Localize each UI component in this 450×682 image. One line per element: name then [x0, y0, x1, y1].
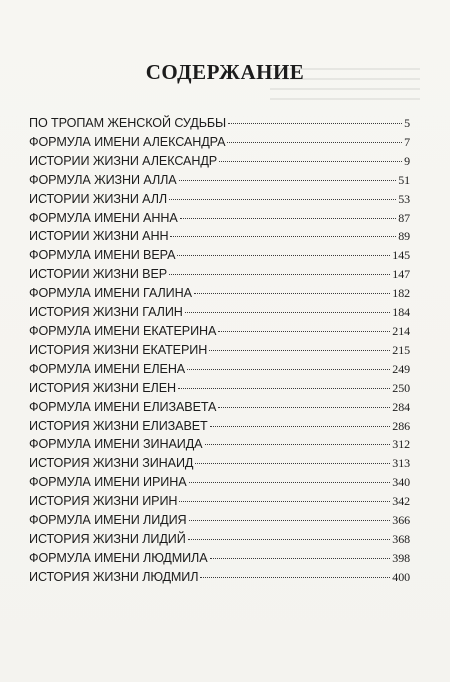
dot-leader [209, 350, 390, 351]
dot-leader [210, 558, 391, 559]
toc-entry [29, 286, 410, 305]
toc-entry [29, 248, 410, 267]
toc-entry-title: ФОРМУЛА ИМЕНИ ЕЛИЗАВЕТА [29, 399, 217, 414]
toc-entry [29, 135, 410, 154]
dot-leader [180, 218, 397, 219]
dot-leader [227, 142, 402, 143]
dot-leader [189, 482, 391, 483]
toc-entry-title: ИСТОРИЯ ЖИЗНИ ИРИН [29, 494, 178, 509]
dot-leader [228, 123, 402, 124]
toc-entry [29, 570, 410, 589]
toc-entry [29, 532, 410, 551]
toc-entry-page-number: 400 [392, 569, 410, 584]
toc-entry-title: ФОРМУЛА ИМЕНИ АЛЕКСАНДРА [29, 134, 226, 149]
dot-leader [194, 293, 390, 294]
toc-entry-page-number: 250 [392, 380, 410, 395]
toc-entry-title: ИСТОРИЯ ЖИЗНИ ЗИНАИД [29, 456, 194, 471]
toc-entry-title: ИСТОРИИ ЖИЗНИ ВЕР [29, 267, 168, 282]
toc-entry [29, 343, 410, 362]
toc-entry [29, 381, 410, 400]
toc-entry [29, 324, 410, 343]
toc-entry [29, 475, 410, 494]
toc-entry-page-number: 342 [392, 494, 410, 509]
toc-entry-title: ИСТОРИЯ ЖИЗНИ ЛИДИЙ [29, 531, 186, 546]
toc-entry-title: ИСТОРИИ ЖИЗНИ АНН [29, 229, 169, 244]
toc-entry-page-number: 147 [392, 267, 410, 282]
dot-leader [177, 255, 390, 256]
dot-leader [169, 274, 390, 275]
toc-entry-page-number: 7 [404, 134, 410, 149]
toc-entry-page-number: 249 [392, 361, 410, 376]
dot-leader [189, 520, 391, 521]
toc-entry-title: ИСТОРИИ ЖИЗНИ АЛЕКСАНДР [29, 153, 218, 168]
table-of-contents [29, 116, 410, 589]
toc-entry-title: ФОРМУЛА ИМЕНИ ВЕРА [29, 248, 176, 263]
toc-entry-page-number: 5 [404, 116, 410, 130]
dot-leader [218, 331, 390, 332]
toc-entry [29, 211, 410, 230]
toc-entry-page-number: 215 [392, 342, 410, 357]
toc-entry [29, 267, 410, 286]
dot-leader [188, 539, 391, 540]
dot-leader [179, 180, 397, 181]
page-title: СОДЕРЖАНИЕ [145, 60, 305, 84]
toc-entry-title: ФОРМУЛА ИМЕНИ ЕКАТЕРИНА [29, 323, 217, 338]
toc-entry [29, 229, 410, 248]
toc-entry [29, 154, 410, 173]
toc-entry-title: ФОРМУЛА ЖИЗНИ АЛЛА [29, 172, 177, 187]
toc-entry-page-number: 53 [398, 191, 410, 206]
toc-entry [29, 456, 410, 475]
toc-entry-page-number: 286 [392, 418, 410, 433]
toc-entry-title: ФОРМУЛА ИМЕНИ ЛЮДМИЛА [29, 550, 208, 565]
toc-entry-page-number: 398 [392, 550, 410, 565]
toc-entry-title: ИСТОРИЯ ЖИЗНИ ЕКАТЕРИН [29, 342, 208, 357]
toc-entry [29, 116, 410, 135]
toc-entry-page-number: 313 [392, 456, 410, 471]
dot-leader [170, 236, 396, 237]
toc-entry [29, 551, 410, 570]
dot-leader [185, 312, 391, 313]
toc-entry [29, 362, 410, 381]
toc-entry-page-number: 366 [392, 513, 410, 528]
toc-entry [29, 494, 410, 513]
toc-entry-page-number: 184 [392, 305, 410, 320]
toc-entry [29, 437, 410, 456]
toc-entry-title: ФОРМУЛА ИМЕНИ ЛИДИЯ [29, 513, 187, 528]
toc-entry-page-number: 312 [392, 437, 410, 452]
dot-leader [205, 444, 391, 445]
toc-entry-title: ИСТОРИЯ ЖИЗНИ ЛЮДМИЛ [29, 569, 199, 584]
toc-entry-title: ФОРМУЛА ИМЕНИ ЗИНАИДА [29, 437, 203, 452]
toc-entry-title: ФОРМУЛА ИМЕНИ ЕЛЕНА [29, 361, 186, 376]
toc-entry-page-number: 182 [392, 286, 410, 301]
toc-entry-title: ИСТОРИЯ ЖИЗНИ ЕЛИЗАВЕТ [29, 418, 208, 433]
toc-entry-title: ИСТОРИИ ЖИЗНИ АЛЛ [29, 191, 168, 206]
toc-entry-title: ФОРМУЛА ИМЕНИ АННА [29, 210, 178, 225]
toc-entry-title: ФОРМУЛА ИМЕНИ ГАЛИНА [29, 286, 192, 301]
toc-entry-title: ИСТОРИЯ ЖИЗНИ ГАЛИН [29, 305, 183, 320]
toc-entry-page-number: 340 [392, 475, 410, 490]
dot-leader [179, 501, 390, 502]
dot-leader [195, 463, 390, 464]
toc-entry-title: ФОРМУЛА ИМЕНИ ИРИНА [29, 475, 187, 490]
toc-entry [29, 419, 410, 438]
toc-entry-page-number: 284 [392, 399, 410, 414]
dot-leader [187, 369, 390, 370]
toc-entry-title: ИСТОРИЯ ЖИЗНИ ЕЛЕН [29, 380, 176, 395]
dot-leader [200, 577, 390, 578]
toc-entry-page-number: 214 [392, 323, 410, 338]
dot-leader [219, 161, 402, 162]
dot-leader [210, 426, 391, 427]
toc-entry-page-number: 51 [398, 172, 410, 187]
toc-entry [29, 192, 410, 211]
toc-entry [29, 513, 410, 532]
toc-entry [29, 173, 410, 192]
toc-entry-page-number: 89 [398, 229, 410, 244]
dot-leader [218, 407, 390, 408]
toc-entry-page-number: 9 [404, 153, 410, 168]
toc-entry-page-number: 145 [392, 248, 410, 263]
toc-entry-title: ПО ТРОПАМ ЖЕНСКОЙ СУДЬБЫ [29, 116, 227, 130]
toc-entry [29, 305, 410, 324]
toc-entry [29, 400, 410, 419]
toc-entry-page-number: 368 [392, 531, 410, 546]
dot-leader [178, 388, 390, 389]
dot-leader [169, 199, 396, 200]
toc-entry-page-number: 87 [398, 210, 410, 225]
